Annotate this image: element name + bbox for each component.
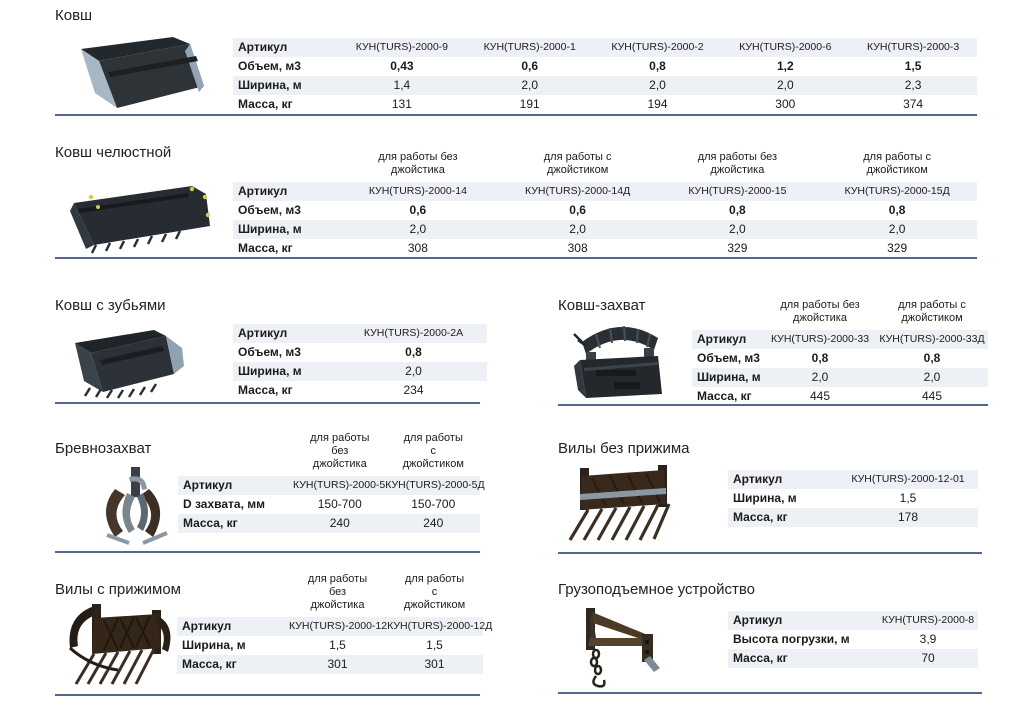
row-label: Ширина, м [182, 638, 246, 652]
section-title-kovsh-zakhvat: Ковш-захват [558, 297, 646, 314]
row-label: Масса, кг [697, 389, 752, 403]
table-row [233, 38, 977, 57]
row-label: Артикул [238, 40, 288, 54]
vily-bez-prizhima-table [728, 470, 978, 527]
table-cell: 191 [519, 97, 540, 111]
row-label: Масса, кг [182, 657, 237, 671]
table-row [178, 495, 480, 514]
table-cell: 301 [327, 657, 348, 671]
table-cell: 1,4 [393, 78, 411, 92]
kovsh-zakhvat-table [692, 285, 988, 406]
table-cell: 3,9 [919, 632, 937, 646]
table-cell: 1,5 [899, 491, 917, 505]
table-cell: 0,8 [729, 203, 746, 217]
column-header: для работы с джойстиком [543, 151, 612, 176]
column-header: для работы с джойстиком [403, 573, 466, 611]
table-row [233, 76, 977, 95]
table-row [728, 508, 978, 527]
table-cell: 374 [903, 97, 924, 111]
row-label: Масса, кг [733, 651, 788, 665]
toothed-bucket-image [70, 326, 192, 404]
table-row [233, 201, 977, 220]
table-cell: 0,8 [923, 351, 941, 365]
row-label: D захвата, мм [183, 497, 266, 511]
section-title-vily-bez-prizhima: Вилы без прижима [558, 440, 690, 457]
vily-s-prizhimom-table [177, 572, 493, 674]
table-cell: 2,3 [904, 78, 922, 92]
column-header: для работы с джойстиком [898, 299, 966, 324]
table-cell: 178 [897, 510, 919, 524]
lifting-device-image [572, 598, 664, 690]
column-header: для работы с джойстиком [863, 151, 931, 176]
row-label: Ширина, м [697, 370, 761, 384]
table-cell: КУН(TURS)-2000-14Д [525, 185, 631, 197]
table-cell: КУН(TURS)-2000-5Д [385, 479, 485, 491]
section-title-kovsh: Ковш [55, 7, 93, 24]
section-divider [558, 552, 982, 554]
row-label: Артикул [697, 332, 747, 346]
table-cell: 150-700 [317, 497, 362, 511]
table-cell: 1,5 [329, 638, 346, 652]
table-row [233, 324, 487, 343]
table-cell: 301 [424, 657, 445, 671]
table-row [233, 220, 977, 239]
row-label: Объем, м3 [697, 351, 760, 365]
table-cell: 2,0 [729, 222, 746, 236]
kovsh-s-zubyami-table [233, 324, 487, 400]
table-row [233, 362, 487, 381]
table-cell: 300 [775, 97, 796, 111]
section-divider [558, 692, 982, 694]
table-cell: 0,6 [409, 203, 427, 217]
table-row [233, 95, 977, 114]
column-header: для работы без джойстика [307, 573, 368, 611]
table-cell: 2,0 [649, 78, 666, 92]
table-cell: 240 [423, 516, 444, 530]
table-row [178, 476, 485, 495]
table-cell: КУН(TURS)-2000-15Д [844, 185, 950, 197]
row-label: Артикул [733, 613, 783, 627]
table-cell: 308 [407, 241, 428, 255]
table-cell: 2,0 [409, 222, 427, 236]
table-row [728, 630, 978, 649]
column-header: для работы без джойстика [780, 299, 860, 324]
row-label: Артикул [183, 478, 233, 492]
table-row [728, 649, 978, 668]
table-cell: 2,0 [923, 370, 941, 384]
table-row [178, 514, 480, 533]
table-cell: КУН(TURS)-2000-33Д [879, 333, 985, 345]
row-label: Масса, кг [238, 241, 293, 255]
table-row [728, 611, 978, 630]
section-divider [55, 257, 977, 259]
table-cell: 194 [647, 97, 668, 111]
table-cell: 150-700 [411, 497, 456, 511]
section-divider [558, 404, 988, 406]
table-cell: КУН(TURS)-2000-12-01 [851, 473, 965, 485]
section-title-kovsh-chelyustnoy: Ковш челюстной [55, 144, 172, 161]
section-divider [55, 114, 977, 116]
row-label: Объем, м3 [238, 203, 301, 217]
table-row [233, 182, 977, 201]
section-title-kovsh-s-zubyami: Ковш с зубьями [55, 297, 166, 314]
table-cell: 2,0 [405, 364, 422, 378]
table-cell: 2,0 [811, 370, 829, 384]
table-cell: 2,0 [776, 78, 794, 92]
table-cell: 0,8 [405, 345, 422, 359]
table-cell: 445 [921, 389, 943, 403]
row-label: Масса, кг [238, 97, 293, 111]
row-label: Масса, кг [183, 516, 238, 530]
jaw-bucket-image [68, 181, 216, 259]
table-cell: 2,0 [521, 78, 539, 92]
table-cell: КУН(TURS)-2000-15 [688, 185, 787, 197]
table-cell: 1,5 [426, 638, 443, 652]
row-label: Артикул [238, 184, 288, 198]
table-cell: 70 [921, 651, 935, 665]
row-label: Масса, кг [238, 383, 293, 397]
table-cell: КУН(TURS)-2000-14 [368, 185, 467, 197]
table-cell: 131 [391, 97, 412, 111]
grab-bucket-image [570, 312, 668, 404]
table-row [233, 381, 487, 400]
table-cell: КУН(TURS)-2000-2 [611, 41, 704, 53]
table-row [692, 368, 988, 387]
table-cell: КУН(TURS)-2000-5 [293, 479, 386, 491]
table-cell: КУН(TURS)-2000-1 [483, 41, 576, 53]
row-label: Артикул [182, 619, 232, 633]
row-label: Артикул [733, 472, 783, 486]
gruzopodemnoe-table [728, 611, 978, 668]
table-cell: 2,0 [569, 222, 586, 236]
table-cell: 1,2 [776, 59, 794, 73]
table-cell: КУН(TURS)-2000-9 [355, 41, 449, 53]
table-cell: 2,0 [888, 222, 906, 236]
table-cell: 234 [403, 383, 424, 397]
section-title-vily-s-prizhimom: Вилы с прижимом [55, 581, 181, 598]
table-row [177, 617, 493, 636]
row-label: Масса, кг [733, 510, 788, 524]
table-cell: 329 [887, 241, 908, 255]
table-cell: 329 [727, 241, 748, 255]
table-cell: КУН(TURS)-2000-12Д [387, 620, 493, 632]
log-grab-image [93, 463, 181, 551]
column-header: для работы без джойстика [378, 151, 458, 176]
table-row [177, 636, 483, 655]
column-header-row [177, 572, 483, 617]
brevnozakhvat-table [178, 431, 485, 533]
table-row [728, 489, 978, 508]
row-label: Ширина, м [238, 78, 302, 92]
table-cell: 240 [329, 516, 350, 530]
table-cell: 445 [809, 389, 831, 403]
table-cell: 1,5 [904, 59, 922, 73]
table-cell: 308 [567, 241, 588, 255]
table-row [233, 239, 977, 258]
section-divider [55, 551, 480, 553]
table-cell: 0,6 [569, 203, 586, 217]
table-cell: КУН(TURS)-2000-33 [770, 333, 870, 345]
section-divider [55, 694, 480, 696]
table-row [728, 470, 978, 489]
column-header-row [233, 137, 977, 182]
column-header: для работы с джойстиком [402, 432, 464, 470]
column-header-row [692, 285, 988, 330]
table-cell: КУН(TURS)-2000-8 [881, 614, 975, 626]
row-label: Объем, м3 [238, 345, 301, 359]
section-divider [55, 402, 480, 404]
clamp-forks-image [60, 596, 180, 691]
row-label: Артикул [238, 326, 288, 340]
row-label: Ширина, м [238, 222, 302, 236]
table-row [233, 343, 487, 362]
row-label: Ширина, м [238, 364, 302, 378]
column-header-row [178, 431, 480, 476]
table-row [692, 330, 988, 349]
column-header: для работы без джойстика [310, 432, 370, 470]
table-cell: 0,8 [888, 203, 906, 217]
section-title-gruzopodemnoe: Грузоподъемное устройство [558, 581, 756, 598]
table-cell: 0,43 [390, 59, 414, 73]
kovsh-chelyustnoy-table [233, 137, 977, 258]
table-cell: 0,8 [649, 59, 666, 73]
table-cell: КУН(TURS)-2000-3 [866, 41, 960, 53]
table-cell: КУН(TURS)-2000-12 [289, 620, 388, 632]
table-cell: КУН(TURS)-2000-2А [363, 327, 464, 339]
column-header: для работы без джойстика [697, 151, 778, 176]
table-row [177, 655, 483, 674]
table-cell: 0,8 [811, 351, 829, 365]
table-row [692, 349, 988, 368]
row-label: Высота погрузки, м [733, 632, 850, 646]
row-label: Ширина, м [733, 491, 797, 505]
forks-image [566, 460, 684, 548]
section-title-brevnozakhvat: Бревнозахват [55, 440, 152, 457]
table-cell: 0,6 [521, 59, 539, 73]
table-row [233, 57, 977, 76]
table-cell: КУН(TURS)-2000-6 [739, 41, 832, 53]
row-label: Объем, м3 [238, 59, 301, 73]
kovsh-table [233, 38, 977, 114]
bucket-image [78, 34, 208, 114]
